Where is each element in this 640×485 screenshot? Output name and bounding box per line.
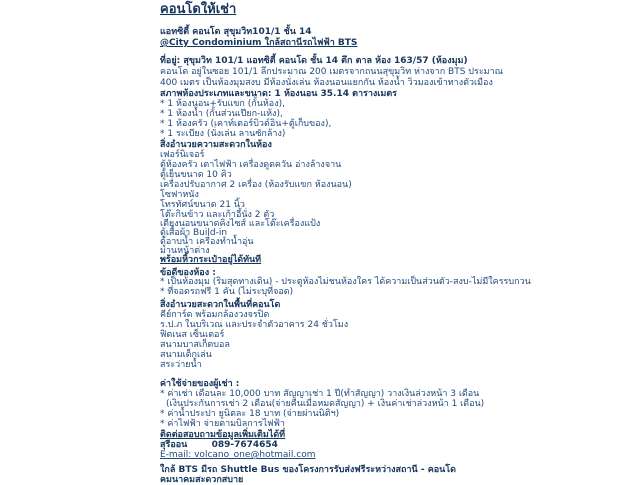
expense-line: * ค่าเช่า เดือนละ 10,000 บาท สัญญาเช่า 1 ปี(ทำสัญญา) วางเงินล่วงหน้า 3 เดือน: [160, 389, 480, 399]
room-amenity-item: โต๊ะกินข้าว และเก้าอี้นั่ง 2 ตัว: [160, 210, 275, 220]
room-amenity-item: ตู้เย็นขนาด 10 คิว: [160, 170, 232, 180]
condo-amenity-item: คีย์การ์ด พร้อมกล้องวงจรปิด: [160, 310, 270, 320]
contact-email-link[interactable]: E-mail: volcano_one@hotmail.com: [160, 450, 316, 460]
room-amenity-item: โซฟาหนัง: [160, 190, 199, 200]
condo-english-name-line: @City Condominium ใกล้สถานีรถไฟฟ้า BTS: [160, 38, 358, 48]
page-title: คอนโดให้เช่า: [160, 2, 237, 17]
expenses-heading: ค่าใช้จ่ายของผู้เช่า :: [160, 379, 240, 389]
contact-heading: ติดต่อสอบถามข้อมูลเพิ่มเติมได้ที่: [160, 430, 286, 440]
advantage-bullet: * ที่จอดรถฟรี 1 คัน (ไม่ระบุที่จอด): [160, 287, 294, 297]
condo-name-line: แอทซิตี้ คอนโด สุขุมวิท101/1 ชั้น 14: [160, 27, 312, 37]
room-amenity-item: โทรทัศน์ขนาด 21 นิ้ว: [160, 200, 245, 210]
room-amenities-heading: สิ่งอำนวยความสะดวกในห้อง: [160, 140, 272, 150]
ready-to-move-in-line: พร้อมหิ้วกระเป๋าอยู่ได้ทันที: [160, 255, 262, 265]
advantages-heading: ข้อดีของห้อง :: [160, 268, 216, 278]
contact-phone: 089-7674654: [211, 440, 278, 450]
room-spec-heading: สภาพห้องประเภทและขนาด: 1 ห้องนอน 35.14 ตารางเมตร: [160, 89, 397, 99]
contact-name-phone-line: [160, 440, 278, 450]
condo-amenity-item: ฟิตเนส เซ็นเตอร์: [160, 330, 225, 340]
room-spec-bullet: * 1 ห้องนอน+รับแขก (กั้นห้อง),: [160, 99, 285, 109]
room-amenity-item: ตู้อาบน้ำ เครื่องทำน้ำอุ่น: [160, 237, 254, 247]
condo-amenity-item: สนามเด็กเล่น: [160, 350, 212, 360]
room-amenity-item: เครื่องปรับอากาศ 2 เครื่อง (ห้องรับแขก ห้องนอน): [160, 180, 352, 190]
condo-amenity-item: ร.ป.ภ ในบริเวณ และประจำตัวอาคาร 24 ชั่วโมง: [160, 320, 349, 330]
address-detail-line-1: คอนโด อยู่ในซอย 101/1 ลึกประมาณ 200 เมตรจากถนนสุขุมวิท ห่างจาก BTS ประมาณ: [160, 67, 503, 77]
shuttle-bus-line: ใกล้ BTS มีรถ Shuttle Bus ของโครงการรับส่งฟรีระหว่างสถานี - คอนโด: [160, 465, 456, 475]
expense-deposit-note: (เงินประกันการเช่า 2 เดือน(จ่ายคืนเมื่อหมดสัญญา) + เงินค่าเช่าล่วงหน้า 1 เดือน): [166, 399, 485, 409]
room-spec-bullet: * 1 ห้องน้ำ (กั้นส่วนเปียก-แห้ง),: [160, 109, 283, 119]
advantage-bullet: * เป็นห้องมุม (ริมสุดทางเดิน) - ประตูห้องไม่ชนห้องใคร ได้ความเป็นส่วนตัว-สงบ-ไม่มีใครรบกวน: [160, 277, 531, 287]
contact-name: สุรีออน: [160, 440, 188, 450]
address-line: ที่อยู่: สุขุมวิท 101/1 แอทซิตี้ คอนโด ชั้น 14 ตึก ตาล ห้อง 163/57 (ห้องมุม): [160, 56, 468, 66]
condo-amenity-item: สระว่ายน้ำ: [160, 360, 202, 370]
room-spec-bullet: * 1 ระเบียง (นั่งเล่น ลานซักล้าง): [160, 129, 286, 139]
room-amenity-item: ตู้ห้องครัว เตาไฟฟ้า เครื่องดูดควัน อ่างล้างจาน: [160, 160, 342, 170]
room-amenity-item: ตู้เสื้อผ้า Build-in: [160, 228, 228, 238]
room-amenity-item: เฟอร์นิเจอร์: [160, 150, 205, 160]
address-detail-line-2: 400 เมตร เป็นห้องมุมสงบ มีห้องนั่งเล่น ห้องนอนแยกกัน ห้องน้ำ วิวมองเข้าทางตัวเมือง: [160, 78, 493, 88]
room-amenity-item: ม่านหน้าต่าง: [160, 246, 210, 256]
transport-line: คมนาคมสะดวกสบาย: [160, 475, 244, 485]
condo-amenities-heading: สิ่งอำนวยสะดวกในพื้นที่คอนโด: [160, 300, 281, 310]
condo-amenity-item: สนามบาสเก็ตบอล: [160, 340, 230, 350]
expense-line: * ค่าไฟฟ้า จ่ายตามบิลการไฟฟ้า: [160, 419, 285, 429]
room-amenity-item: เตียงนอนขนาดคิงไซส์ และโต๊ะเครื่องแป้ง: [160, 219, 321, 229]
expense-line: * ค่าน้ำประปา ยูนิตละ 18 บาท (จ่ายผ่านนิติฯ): [160, 409, 340, 419]
room-spec-bullet: * 1 ห้องครัว (เคาท์เตอร์บิวด์อิน+ตู้เก็บของ),: [160, 119, 332, 129]
